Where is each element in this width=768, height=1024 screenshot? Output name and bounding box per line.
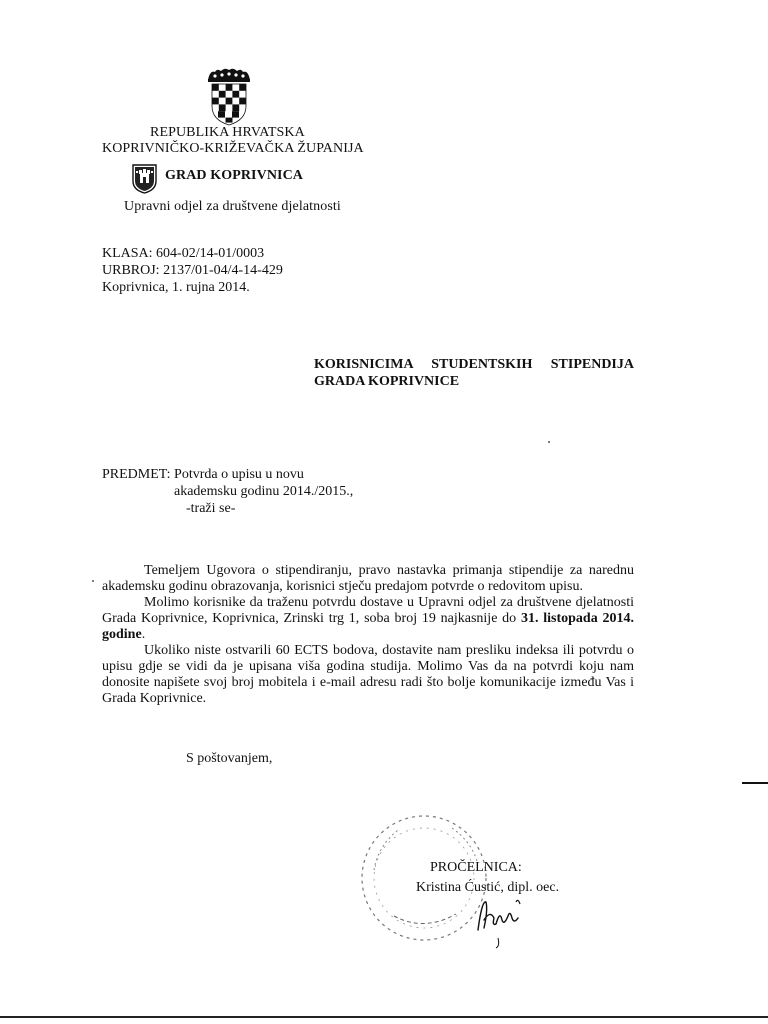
recipient-line-1: KORISNICIMA STUDENTSKIH STIPENDIJA bbox=[314, 357, 634, 372]
letter-body bbox=[102, 563, 634, 707]
recipient-line-2: GRADA KOPRIVNICE bbox=[314, 374, 460, 389]
body-paragraph-3: Ukoliko niste ostvarili 60 ECTS bodova, dostavite nam presliku indeksa ili potvrdu o upisu gdje se vidi da je upisana viša godina studija. Molimo Vas da na potvrdi koju nam donosite napišete svoj broj mobitela i e-mail adresu radi što bolje komunikacije između Vas i Grada Koprivnice. bbox=[102, 643, 634, 706]
body-paragraph-2 bbox=[102, 595, 634, 643]
scan-speck bbox=[548, 441, 550, 443]
reference-block bbox=[102, 245, 283, 296]
edge-mark bbox=[742, 782, 768, 784]
place-date-line: Koprivnica, 1. rujna 2014. bbox=[102, 280, 250, 295]
county-name: KOPRIVNIČKO-KRIŽEVAČKA ŽUPANIJA bbox=[102, 141, 364, 156]
klasa-line: KLASA: 604-02/14-01/0003 bbox=[102, 246, 265, 261]
recipient-block bbox=[314, 356, 634, 390]
signatory-name: Kristina Ćustić, dipl. oec. bbox=[416, 880, 560, 895]
signatory-title: PROČELNICA: bbox=[430, 860, 522, 875]
paragraph-2-text: Molimo korisnike da traženu potvrdu dostave u Upravni odjel za društvene djelatnosti Grada Koprivnice, Koprivnica, Zrinski trg 1, soba broj 19 najkasnije do bbox=[102, 595, 634, 626]
subject-line-1: PREDMET: Potvrda o upisu u novu bbox=[102, 467, 304, 482]
subject-block bbox=[102, 466, 353, 517]
city-shield-icon bbox=[132, 164, 157, 194]
urbroj-line: URBROJ: 2137/01-04/4-14-429 bbox=[102, 263, 283, 278]
republic-name: REPUBLIKA HRVATSKA bbox=[150, 125, 305, 140]
body-paragraph-1: Temeljem Ugovora o stipendiranju, pravo nastavka primanja stipendije za narednu akademsku godinu obrazovanja, korisnici stječu predajom potvrde o redovitom upisu. bbox=[102, 563, 634, 594]
subject-line-2: akademsku godinu 2014./2015., bbox=[174, 484, 354, 499]
scan-speck bbox=[92, 580, 94, 582]
deadline-date: 31. listopada 2014. godine bbox=[102, 611, 634, 642]
greeting: S poštovanjem, bbox=[186, 751, 273, 766]
handwritten-signature-icon bbox=[468, 880, 538, 950]
city-name: GRAD KOPRIVNICA bbox=[165, 168, 303, 183]
bottom-rule bbox=[0, 1016, 768, 1018]
department-name: Upravni odjel za društvene djelatnosti bbox=[124, 199, 341, 214]
subject-line-3: -traži se- bbox=[186, 501, 236, 516]
croatian-coat-of-arms-icon bbox=[204, 66, 254, 126]
paragraph-2-end: . bbox=[141, 627, 146, 642]
